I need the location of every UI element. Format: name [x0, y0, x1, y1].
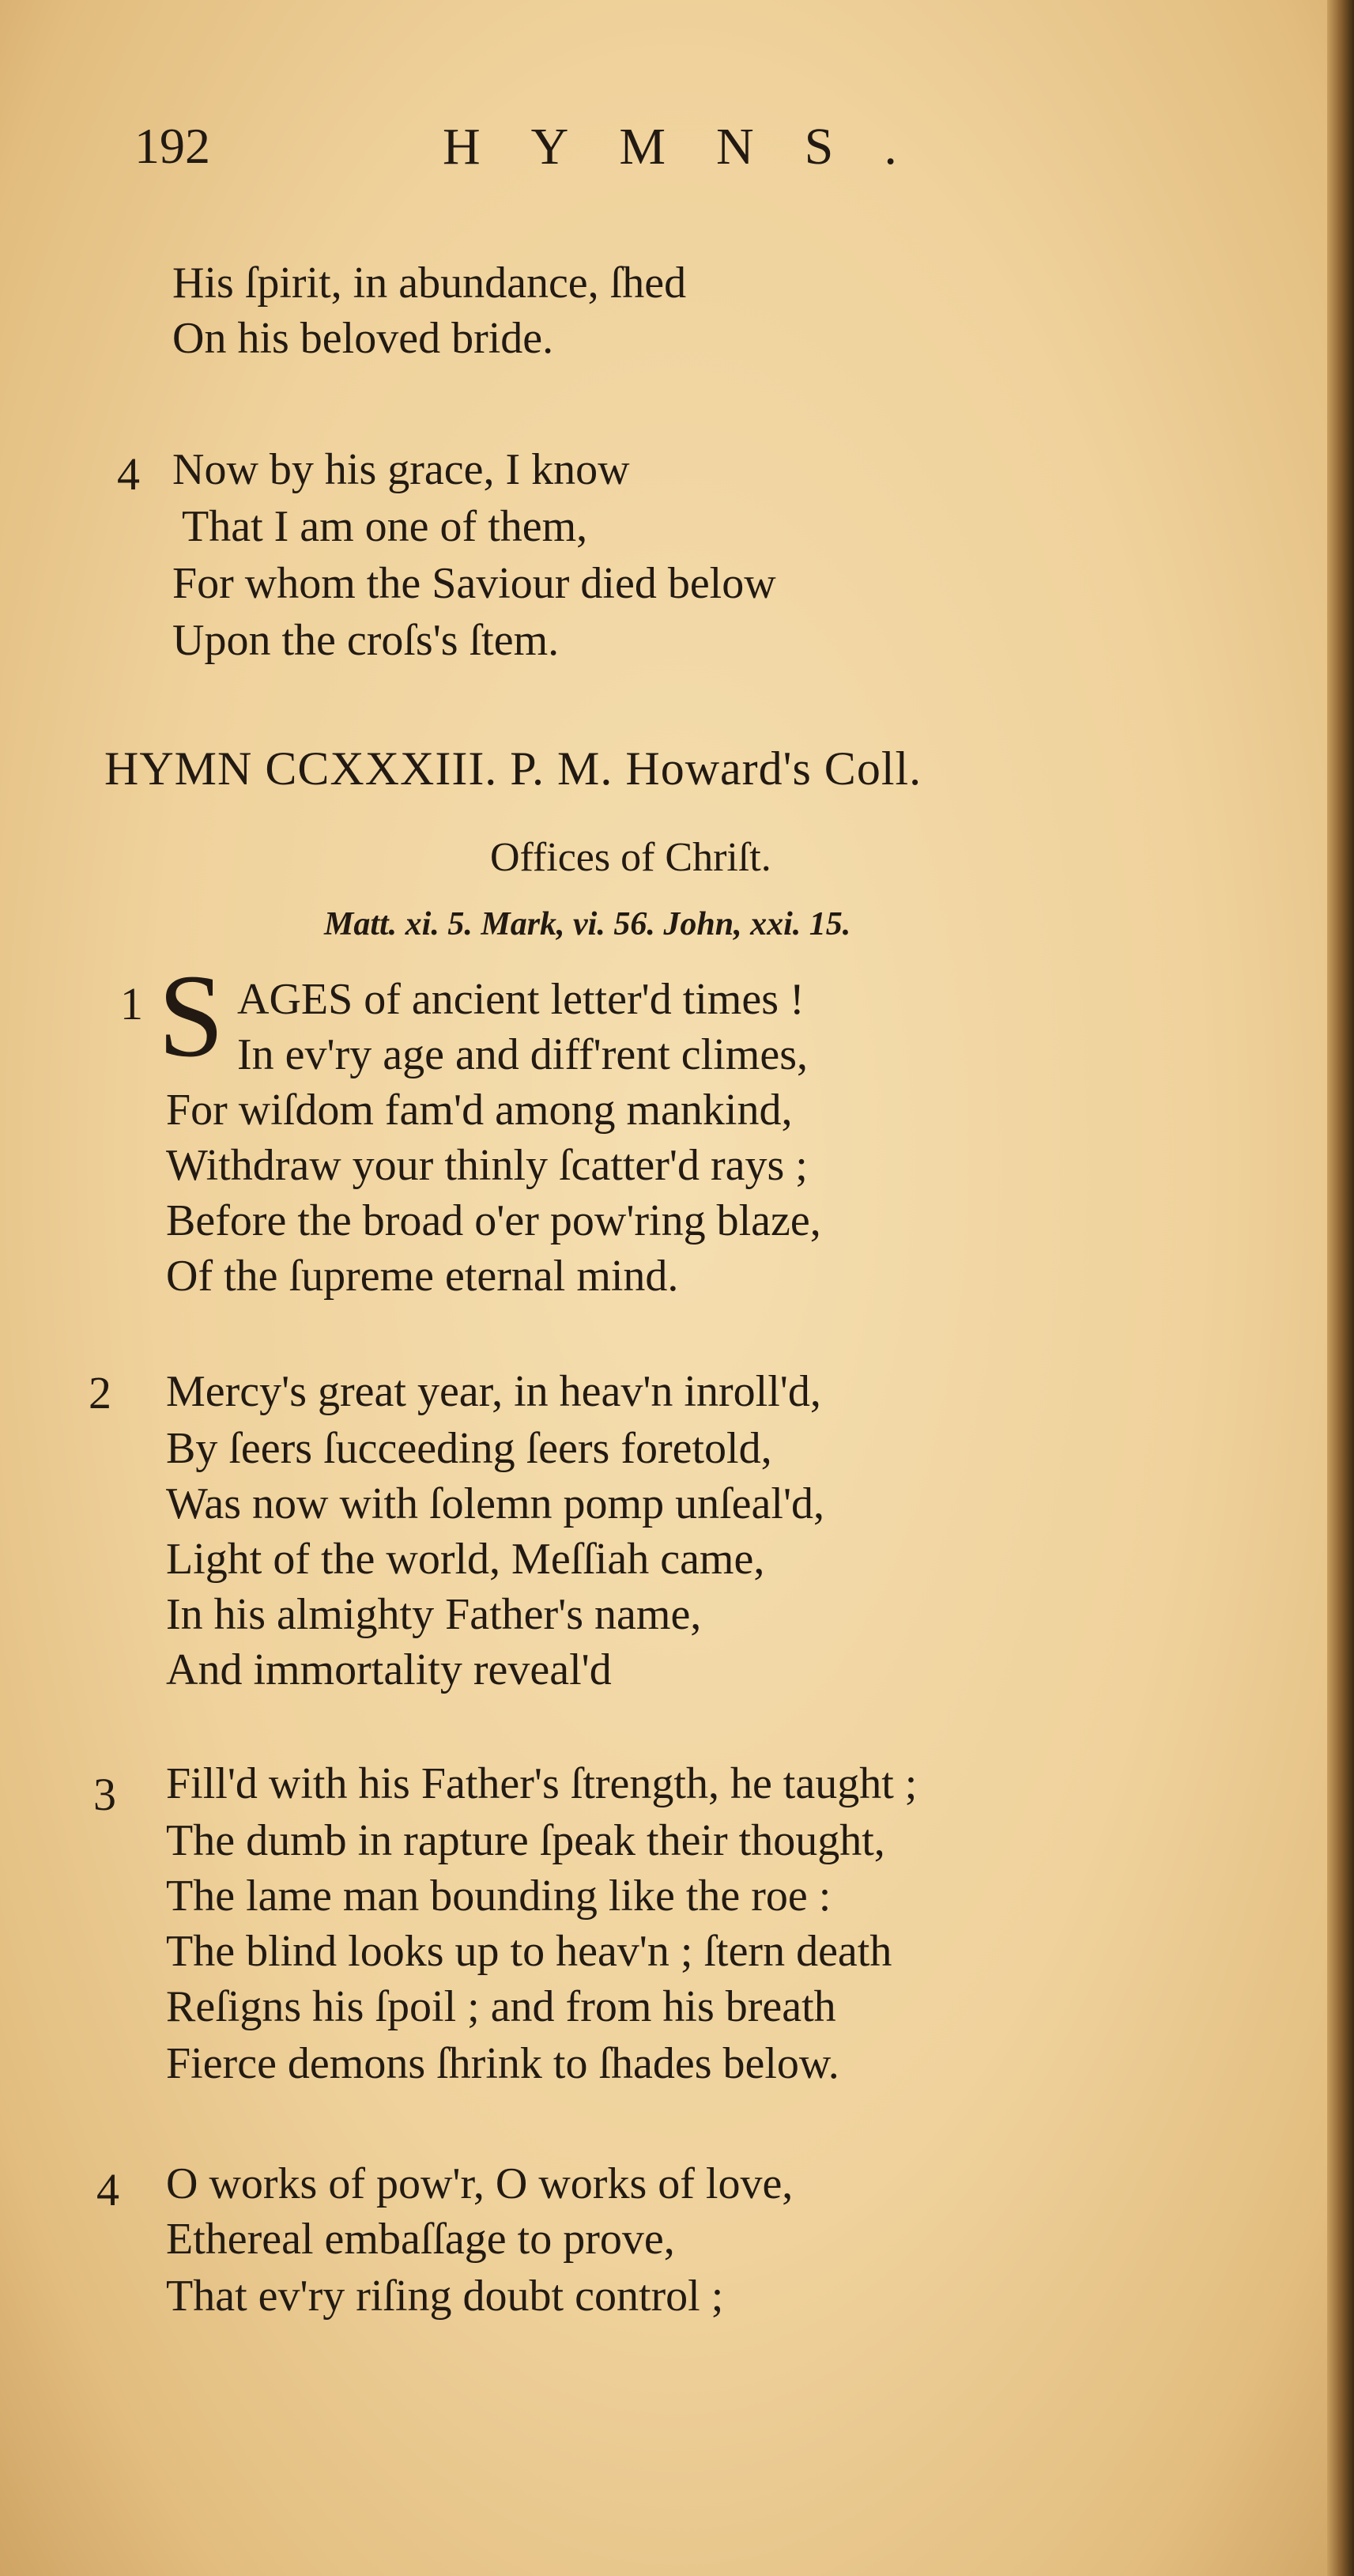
verse-line: The lame man bounding like the roe :: [166, 1872, 832, 1921]
verse-line: The blind looks up to heav'n ; ſtern death: [166, 1927, 892, 1976]
verse-line: By ſeers ſucceeding ſeers foretold,: [166, 1424, 772, 1473]
verse-line: That ev'ry riſing doubt control ;: [166, 2272, 724, 2321]
stanza-number: 4: [117, 448, 140, 500]
stanza-number: 4: [96, 2164, 119, 2215]
verse-line: Of the ſupreme eternal mind.: [166, 1252, 679, 1301]
verse-line: And immortality reveal'd: [166, 1645, 612, 1694]
running-head: HYMNS.: [443, 118, 948, 176]
stanza-number: 2: [89, 1367, 111, 1418]
verse-line: Fierce demons ſhrink to ſhades below.: [166, 2039, 839, 2088]
page-number: 192: [134, 118, 210, 174]
stanza-number: 3: [93, 1769, 116, 1820]
page-header: [0, 117, 1354, 180]
verse-line: Was now with ſolemn pomp unſeal'd,: [166, 1479, 825, 1528]
stanza-number: 1: [120, 978, 143, 1029]
verse-line: Upon the croſs's ſtem.: [172, 616, 560, 665]
verse-line: Now by his grace, I know: [172, 445, 630, 494]
verse-line: His ſpirit, in abundance, ſhed: [172, 259, 687, 308]
verse-line: Light of the world, Meſſiah came,: [166, 1535, 765, 1584]
verse-line: Fill'd with his Father's ſtrength, he taught ;: [166, 1759, 918, 1808]
verse-line: On his beloved bride.: [172, 314, 554, 363]
verse-line: Before the broad o'er pow'ring blaze,: [166, 1196, 821, 1245]
page-edge-shadow: [1327, 0, 1354, 2576]
verse-line: In ev'ry age and diff'rent climes,: [237, 1030, 808, 1079]
verse-line: The dumb in rapture ſpeak their thought,: [166, 1816, 885, 1865]
hymn-subtitle: Offices of Chriſt.: [490, 835, 771, 880]
verse-line: Reſigns his ſpoil ; and from his breath: [166, 1982, 836, 2031]
verse-line: AGES of ancient letter'd times !: [237, 975, 805, 1024]
drop-cap: S: [158, 950, 224, 1082]
verse-line: Mercy's great year, in heav'n inroll'd,: [166, 1367, 821, 1416]
verse-line: That I am one of them,: [182, 502, 588, 551]
verse-line: In his almighty Father's name,: [166, 1590, 702, 1639]
hymn-title: HYMN CCXXXIII. P. M. Howard's Coll.: [104, 742, 922, 795]
verse-line: O works of pow'r, O works of love,: [166, 2159, 794, 2208]
verse-line: For wiſdom fam'd among mankind,: [166, 1086, 793, 1135]
verse-line: Withdraw your thinly ſcatter'd rays ;: [166, 1141, 808, 1190]
scripture-references: Matt. xi. 5. Mark, vi. 56. John, xxi. 15.: [324, 906, 851, 942]
verse-line: Ethereal embaſſage to prove,: [166, 2215, 675, 2264]
verse-line: For whom the Saviour died below: [172, 559, 776, 608]
